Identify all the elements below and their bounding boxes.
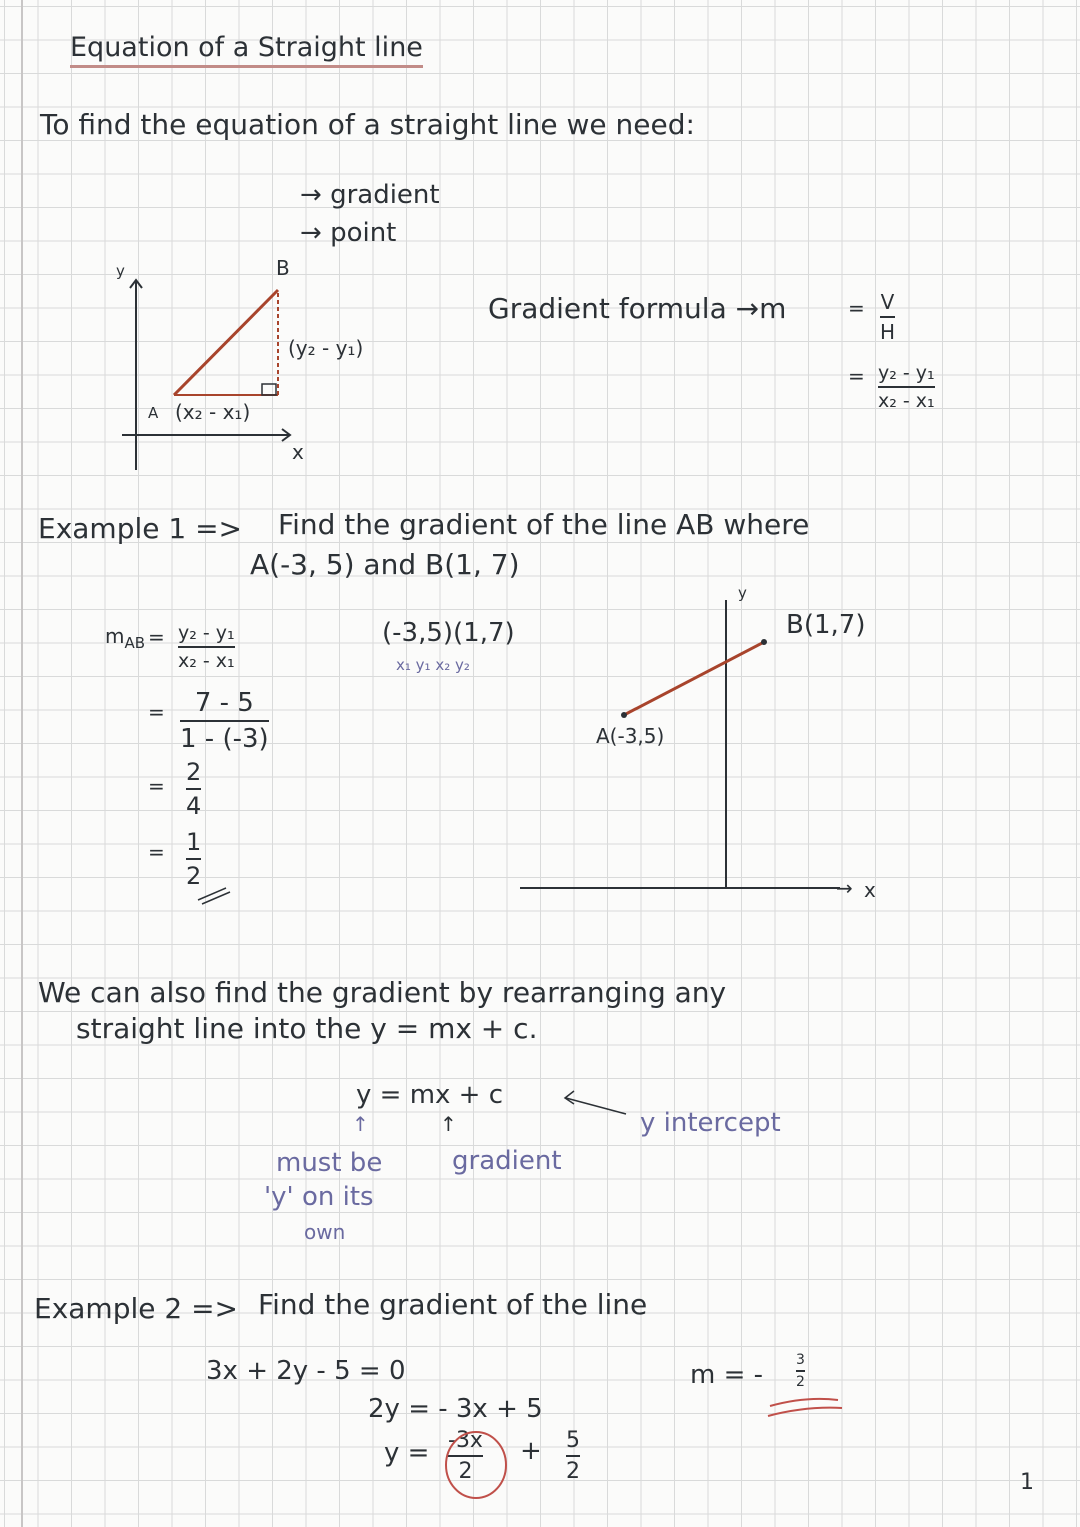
m-ab-label: [105, 624, 145, 652]
formula-den: x₂ - x₁: [878, 390, 935, 412]
graph-x-label: x: [864, 878, 876, 902]
example2-plus: +: [520, 1436, 542, 1466]
example2-step-1: 3x + 2y - 5 = 0: [206, 1356, 406, 1386]
intro-text: To find the equation of a straight line we need:: [40, 108, 695, 141]
right-angle-mark: [262, 384, 276, 395]
graph-point-b: [761, 639, 767, 645]
step1-num: y₂ - y₁: [178, 622, 235, 644]
step3-sign: =: [148, 774, 165, 798]
step4-num: 1: [186, 828, 202, 856]
step2-bar: [180, 720, 269, 722]
step2-den: 1 - (-3): [180, 724, 269, 754]
step4-sign: =: [148, 840, 165, 864]
note-y-line-1: must be: [276, 1148, 383, 1178]
step3-fraction: [186, 758, 201, 820]
coordinate-pair-labels: x₁ y₁ x₂ y₂: [396, 656, 470, 674]
step3-num: 2: [186, 758, 202, 786]
example2-frac1-den: 2: [458, 1459, 473, 1484]
graph-point-a: [621, 712, 627, 718]
final-answer-mark: [196, 884, 232, 906]
graph-b-label: B(1,7): [786, 610, 866, 640]
page-margin: [21, 0, 23, 1527]
gradient-formula-label: Gradient formula →m: [488, 292, 787, 325]
formula-h: H: [880, 320, 896, 344]
example2-frac2-bar: [566, 1455, 580, 1457]
run-label: (x₂ - x₁): [175, 400, 251, 424]
answer-underline: [766, 1392, 846, 1422]
note-intercept: y intercept: [640, 1108, 781, 1138]
line-ab: [174, 290, 278, 395]
example2-heading: Example 2 =>: [34, 1292, 239, 1325]
step4-fraction: [186, 828, 201, 890]
gradient-diagram: [110, 260, 450, 480]
need-point-label: point: [330, 218, 397, 248]
formula-num: y₂ - y₁: [878, 362, 935, 384]
example1-question-2: A(-3, 5) and B(1, 7): [250, 548, 520, 581]
formula-equals-1: =: [848, 296, 865, 320]
answer-fraction: [796, 1352, 805, 1390]
answer-den: 2: [796, 1374, 805, 1390]
step4-den: 2: [186, 862, 202, 890]
step2-fraction: [180, 688, 269, 754]
rearrange-line-2: straight line into the y = mx + c.: [76, 1012, 538, 1045]
graph-x-arrow: →: [836, 876, 853, 900]
note-gradient: gradient: [452, 1146, 562, 1176]
answer-lhs: m = -: [690, 1360, 764, 1390]
example2-frac2-num: 5: [566, 1428, 580, 1453]
step3-den: 4: [186, 792, 202, 820]
example2-step-3-lhs: y =: [384, 1438, 430, 1468]
need-gradient-label: gradient: [330, 180, 440, 210]
graph-y-label: y: [738, 584, 747, 602]
y-up-arrow: ↑: [352, 1112, 369, 1136]
answer-bar: [796, 1370, 805, 1372]
formula-v: V: [880, 290, 895, 314]
example1-heading: Example 1 =>: [38, 512, 243, 545]
page-title: Equation of a Straight line: [70, 32, 423, 68]
coordinate-pairs: (-3,5)(1,7): [382, 618, 515, 648]
formula-bar-2: [878, 386, 935, 388]
need-point: → point: [300, 218, 397, 248]
ymxc-equation: y = mx + c: [356, 1080, 504, 1110]
example2-question: Find the gradient of the line: [258, 1288, 648, 1321]
example2-frac2-den: 2: [566, 1459, 580, 1484]
step4-bar: [186, 858, 201, 860]
intercept-arrow: [560, 1088, 632, 1118]
step2-sign: =: [148, 700, 165, 724]
formula-v-over-h: [880, 290, 895, 344]
answer-num: 3: [796, 1352, 805, 1368]
step1-sign: =: [148, 625, 165, 649]
example2-step-2: 2y = - 3x + 5: [368, 1394, 543, 1424]
formula-equals-2: =: [848, 364, 865, 388]
diagram-point-b: B: [276, 256, 290, 280]
formula-bar-1: [880, 316, 895, 318]
note-y-line-2: 'y' on its: [264, 1182, 374, 1212]
diagram-point-a: A: [148, 404, 159, 422]
need-gradient: → gradient: [300, 180, 440, 210]
diagram-y-label: y: [116, 262, 125, 280]
step1-bar: [178, 646, 235, 648]
m-sub: AB: [124, 634, 146, 652]
graph-line-ab: [624, 642, 764, 715]
step2-num: 7 - 5: [194, 688, 254, 718]
rise-label: (y₂ - y₁): [288, 336, 364, 360]
note-y-line-3: own: [304, 1220, 346, 1244]
step3-bar: [186, 788, 201, 790]
graph-a-label: A(-3,5): [596, 724, 665, 748]
step1-den: x₂ - x₁: [178, 650, 235, 672]
rearrange-line-1: We can also find the gradient by rearranging any: [38, 976, 727, 1009]
page-number: 1: [1020, 1470, 1034, 1495]
step1-fraction: [178, 622, 235, 672]
m-label: m: [105, 624, 125, 648]
m-up-arrow: ↑: [440, 1112, 457, 1136]
formula-y-over-x: [878, 362, 935, 412]
example1-question-1: Find the gradient of the line AB where: [278, 508, 810, 541]
diagram-x-label: x: [292, 440, 304, 464]
gradient-circle: [440, 1428, 512, 1502]
example2-constant-fraction: [566, 1428, 580, 1484]
example2-frac1-num: -3x: [448, 1428, 483, 1453]
